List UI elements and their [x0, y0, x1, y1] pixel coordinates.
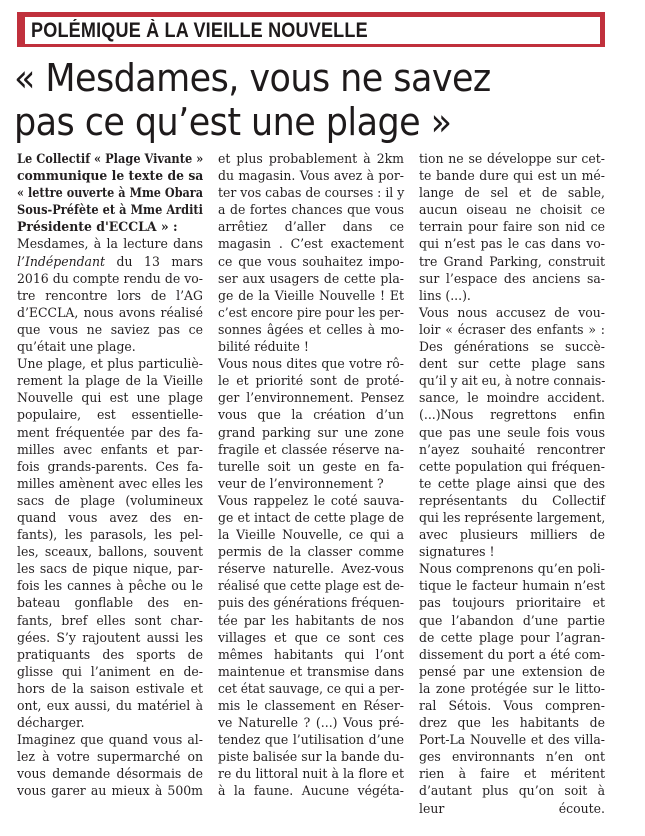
text-line: puis des générations fréquen-: [218, 596, 404, 612]
text-line: ges environnants n’en ont: [419, 750, 605, 766]
text-line: sance, le moindre accident.: [419, 391, 605, 407]
text-line: pratiquants des sports de: [17, 647, 203, 663]
text-line: que vous ne saviez pas ce: [17, 322, 203, 338]
text-line: fants), les parasols, les pel-: [17, 528, 203, 544]
text-line: leur écoute.: [419, 801, 605, 817]
text-line: Vous rappelez le coté sauva-: [218, 493, 404, 509]
headline-line-1: « Mesdames, vous ne savez: [14, 56, 491, 100]
text-line: pensé par une extension de: [419, 664, 605, 680]
text-line: Imaginez que quand vous al-: [17, 733, 203, 749]
publication-name: l’Indépendant: [17, 254, 106, 270]
text-line: populaire, est essentielle-: [17, 408, 203, 424]
text-line: la Vieille Nouvelle, ce qui a: [218, 528, 404, 544]
text-line: maintenue et transmise dans: [218, 664, 404, 680]
text-line: le et priorité sont de proté-: [218, 374, 404, 390]
text-line: ont, eux aussi, du matériel à: [17, 699, 203, 714]
text-line: cet état sauvage, ce qui a per-: [218, 681, 405, 697]
text-line: fois les cannes à pêche ou le: [17, 579, 203, 595]
text-line: veur de l’environnement ?: [218, 476, 384, 492]
text-line: représentants du Collectif: [419, 493, 605, 509]
text-line: ser aux usagers de cette pla-: [218, 271, 404, 287]
text-line: qu’il y ait eu, à notre connais-: [419, 374, 606, 390]
text-line: à la faune. Aucune végéta-: [218, 784, 404, 800]
text-line: Des générations se succè-: [419, 340, 605, 356]
text-line: de cette plage pour l’agran-: [419, 630, 605, 646]
text-line: piste balisée sur la bande du-: [218, 750, 404, 766]
text-line: bateau gonflable des en-: [17, 596, 203, 612]
text-line: d’autant plus qu’on soit à: [419, 784, 605, 800]
article-body: [218, 151, 404, 801]
text-line: lange de sel et de sable,: [419, 186, 605, 202]
text-line: aucun oiseau ne choisit ce: [419, 203, 605, 219]
text-line: glisse qui l’animent en de-: [17, 664, 203, 680]
text-line: lins (...).: [419, 288, 471, 304]
text-line: « lettre ouverte à Mme Obara: [17, 185, 203, 202]
text-line: sonnes âgées et celles à mo-: [218, 322, 404, 338]
text-line: ment fréquentée par des fa-: [17, 425, 203, 441]
text-line: drez que les habitants de: [419, 716, 605, 732]
text-line: du magasin. Vous avez à por-: [218, 169, 404, 185]
text-line: vous que la création d’un: [218, 408, 404, 424]
text-line: tendez que l’utilisation d’une: [218, 733, 404, 749]
text-line: décharger.: [17, 716, 85, 732]
text-line: lez à votre supermarché on: [17, 750, 203, 766]
article-column-1: [17, 151, 203, 801]
text-line: rien à faire et méritent: [419, 767, 605, 783]
text-line: ge de la Vieille Nouvelle ! Et: [218, 288, 404, 304]
text-line: Port-La Nouvelle et des villa-: [419, 733, 605, 749]
text-line: 2016 du compte rendu de vo-: [17, 271, 203, 287]
headline: [14, 56, 566, 144]
text-line: la zone protégée sur le litto-: [419, 681, 605, 697]
text-line: que l’abandon d’une partie: [419, 613, 605, 629]
text-line: arrêtiez d’aller dans ce: [218, 220, 404, 236]
text-line: qui n’est pas le cas dans vo-: [419, 237, 605, 253]
text-line: l’Indépendant du 13 mars: [17, 254, 203, 270]
text-line: tre rencontre lors de l’AG: [17, 288, 203, 304]
text-line: ter vos cabas de courses : il y: [218, 186, 405, 202]
text-line: rement la plage de la Vieille: [17, 374, 203, 390]
text-line: ve Naturelle ? (...) Vous pré-: [218, 716, 404, 732]
text-line: avec plusieurs milliers de: [419, 528, 605, 544]
text-line: communique le texte de sa: [17, 168, 204, 185]
text-line: hors de la saison estivale et: [17, 681, 203, 697]
text-line: Nouvelle qui est une plage: [17, 391, 203, 407]
text-line: terrain pour faire son nid ce: [419, 220, 605, 236]
text-line: d’ECCLA, nous avons réalisé: [17, 305, 203, 321]
text-line: qui les représente largement,: [419, 510, 606, 526]
text-line: villages et que ce sont ces: [218, 630, 404, 646]
text-line: que pas une seule fois vous: [419, 425, 605, 441]
text-line: a de fortes chances que vous: [218, 203, 404, 219]
article-body: [17, 236, 203, 800]
text-line: les sacs de pique nique, par-: [17, 562, 203, 578]
text-line: vous demande désormais de: [17, 767, 203, 783]
text-line: tée par les habitants de nos: [218, 613, 404, 629]
text-line: bilité réduite !: [218, 340, 309, 356]
text-line: Une plage, et plus particuliè-: [17, 357, 203, 373]
text-line: ge et intact de cette plage de: [218, 510, 404, 526]
article-body: [419, 151, 605, 818]
text-line: fois grands-parents. Ces fa-: [17, 459, 203, 475]
text-line: Sous-Préfète et à Mme Arditi: [17, 202, 203, 219]
text-line: tique le facteur humain n’est: [419, 579, 605, 595]
text-line: mis le classement en Réser-: [218, 699, 404, 714]
article-column-2: [218, 151, 404, 801]
section-kicker-banner: [17, 12, 605, 47]
text-line: gées. S’y rajoutent aussi les: [17, 630, 203, 646]
text-line: mêmes habitants qui l’ont: [218, 647, 404, 663]
text-line: les, sceaux, ballons, souvent: [17, 545, 203, 561]
text-line: sacs de plage (volumineux: [17, 493, 203, 509]
text-line: tion ne se développe sur cet-: [419, 152, 605, 167]
text-line: turelle soit un geste en fa-: [218, 459, 404, 475]
headline-line-2: pas ce qu’est une plage »: [14, 100, 452, 144]
text-line: Nous comprenons qu’en poli-: [419, 562, 605, 578]
text-line: tre Grand Parking, construit: [419, 254, 605, 270]
text-line: te cette plage ainsi que des: [419, 476, 605, 492]
text-line: Vous nous dites que votre rô-: [218, 357, 404, 373]
text-line: permis de la classer comme: [218, 545, 404, 561]
text-line: magasin . C’est exactement: [218, 237, 404, 253]
text-line: Le Collectif « Plage Vivante »: [17, 151, 204, 167]
text-line: sur l’espace des anciens sa-: [419, 271, 605, 287]
text-line: et plus probablement à 2km: [218, 152, 404, 167]
text-line: re du littoral nuit à la flore et: [218, 767, 404, 783]
text-line: ger l’environnement. Pensez: [218, 391, 404, 407]
text-line: fants, bref elles sont char-: [17, 613, 203, 629]
text-line: loir « écraser des enfants » :: [419, 322, 605, 338]
text-line: Présidente d'ECCLA » :: [17, 219, 178, 236]
text-line: ce que vous souhaitez impo-: [218, 254, 404, 270]
text-line: c’est encore pire pour les per-: [218, 305, 404, 321]
text-line: pas toujours prioritaire et: [419, 596, 605, 612]
text-line: n’ayez souhaité rencontrer: [419, 442, 605, 458]
text-line: te bande dure qui est un mé-: [419, 169, 605, 185]
text-line: dent sur cette plage sans: [419, 357, 605, 373]
text-line: fragile et classée réserve na-: [218, 442, 404, 458]
text-line: ral Sétois. Vous compren-: [419, 699, 605, 714]
text-line: cette population qui fréquen-: [419, 459, 605, 475]
text-line: Vous nous accusez de vou-: [419, 305, 605, 321]
text-line: dissement du port a été com-: [419, 647, 605, 663]
text-line: milles amènent avec elles les: [17, 476, 203, 492]
text-line: milles avec enfants et par-: [17, 442, 203, 458]
text-line: vous garer au mieux à 500m: [17, 784, 203, 800]
text-line: quand vous avez des en-: [17, 510, 203, 526]
section-kicker: POLÉMIQUE À LA VIEILLE NOUVELLE: [31, 19, 368, 42]
text-line: qu’était une plage.: [17, 340, 136, 356]
text-line: signatures !: [419, 545, 495, 561]
text-line: réalisé que cette plage est de-: [218, 579, 404, 595]
text-line: Mesdames, à la lecture dans: [17, 237, 203, 253]
text-line: réserve naturelle. Avez-vous: [218, 562, 404, 578]
text-line: grand parking sur une zone: [218, 425, 404, 441]
article-column-3: [419, 151, 605, 818]
article-lead: [17, 151, 203, 236]
text-line: (...)Nous regrettons enfin: [419, 408, 605, 424]
